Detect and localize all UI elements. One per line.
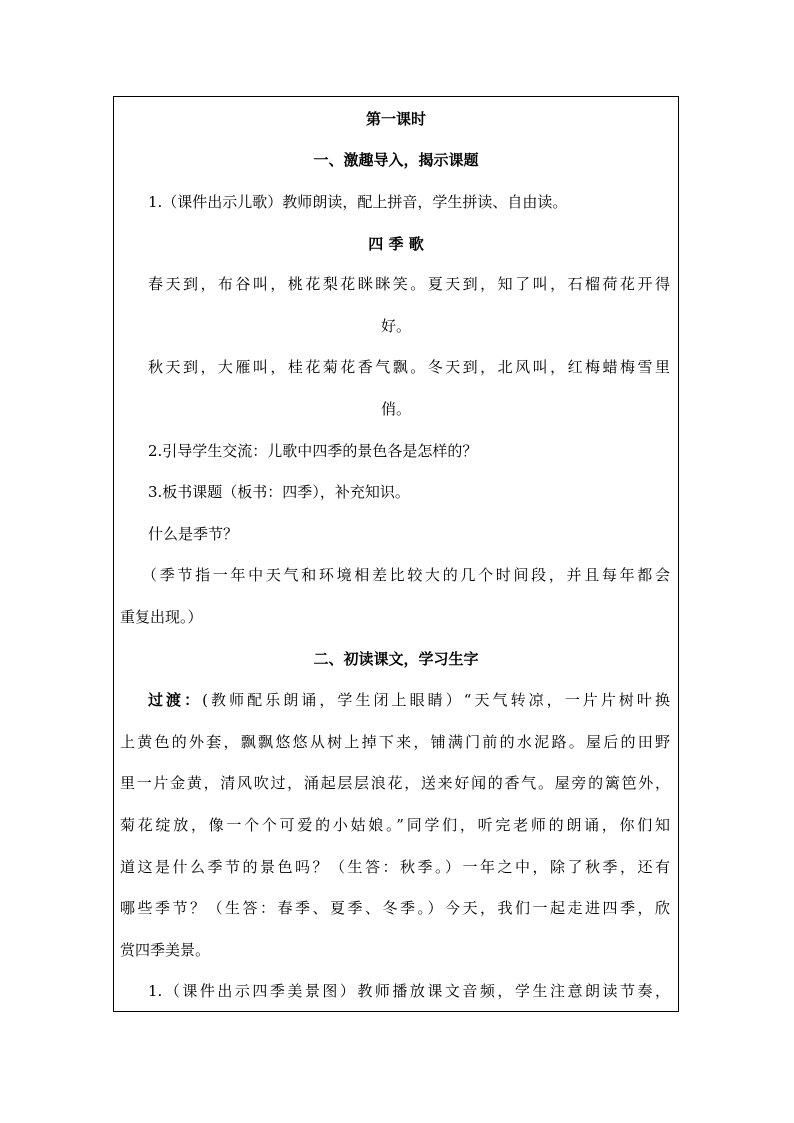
transition-f: 哪些季节？（生答：春季、夏季、冬季。）今天，我们一起走进四季，欣 (120, 899, 670, 917)
transition-a: (教师配乐朗诵，学生闭上眼睛）“天气转凉，一片片树叶换 (202, 691, 670, 709)
section1-heading: 一、激趣导入，揭示课题 (313, 151, 479, 169)
section2-item1: 1.（课件出示四季美景图）教师播放课文音频，学生注意朗读节奏， (148, 982, 670, 1000)
poem-title: 四 季 歌 (368, 235, 424, 253)
transition-line-6 (114, 898, 678, 918)
poem-line2-b: 俏。 (380, 400, 411, 418)
transition-line-2 (114, 732, 678, 752)
poem-line2 (114, 357, 678, 377)
poem-line2-a: 秋天到，大雁叫，桂花菊花香气飘。冬天到，北风叫，红梅蜡梅雪里 (148, 358, 670, 376)
lesson-title: 第一课时 (365, 110, 426, 128)
section1-item2: 2.引导学生交流：儿歌中四季的景色各是怎样的？ (148, 442, 478, 460)
transition-c: 里一片金黄，清风吹过，涌起层层浪花，送来好闻的香气。屋旁的篱笆外， (120, 774, 670, 792)
season-answer (114, 565, 678, 585)
poem-line1-b: 好。 (380, 317, 411, 335)
transition-line-4 (114, 815, 678, 835)
season-answer-a: （季节指一年中天气和环境相差比较大的几个时间段，并且每年都会 (142, 566, 670, 584)
transition-g: 赏四季美景。 (120, 941, 211, 959)
transition-line-1 (114, 690, 678, 710)
poem-line1 (114, 274, 678, 294)
section1-item3: 3.板书课题（板书：四季），补充知识。 (148, 483, 410, 501)
section1-item1: 1.（课件出示儿歌）教师朗读，配上拼音，学生拼读、自由读。 (148, 193, 568, 211)
transition-b: 上黄色的外套，飘飘悠悠从树上掉下来，铺满门前的水泥路。屋后的田野 (120, 733, 670, 751)
lesson-plan-table-cell (113, 96, 679, 1012)
transition-line-3 (114, 773, 678, 793)
transition-e: 道这是什么季节的景色吗？（生答：秋季。）一年之中，除了秋季，还有 (120, 858, 670, 876)
transition-label: 过渡： (148, 691, 203, 709)
section2-heading: 二、初读课文，学习生字 (313, 650, 479, 668)
season-question: 什么是季节？ (148, 525, 239, 543)
section2-item1-line (114, 981, 678, 1001)
poem-line1-a: 春天到，布谷叫，桃花梨花眯眯笑。夏天到，知了叫，石榴荷花开得 (148, 275, 670, 293)
transition-line-5 (114, 857, 678, 877)
transition-d: 菊花绽放，像一个个可爱的小姑娘。”同学们，听完老师的朗诵，你们知 (120, 816, 670, 834)
season-answer-b: 重复出现。） (120, 608, 203, 626)
